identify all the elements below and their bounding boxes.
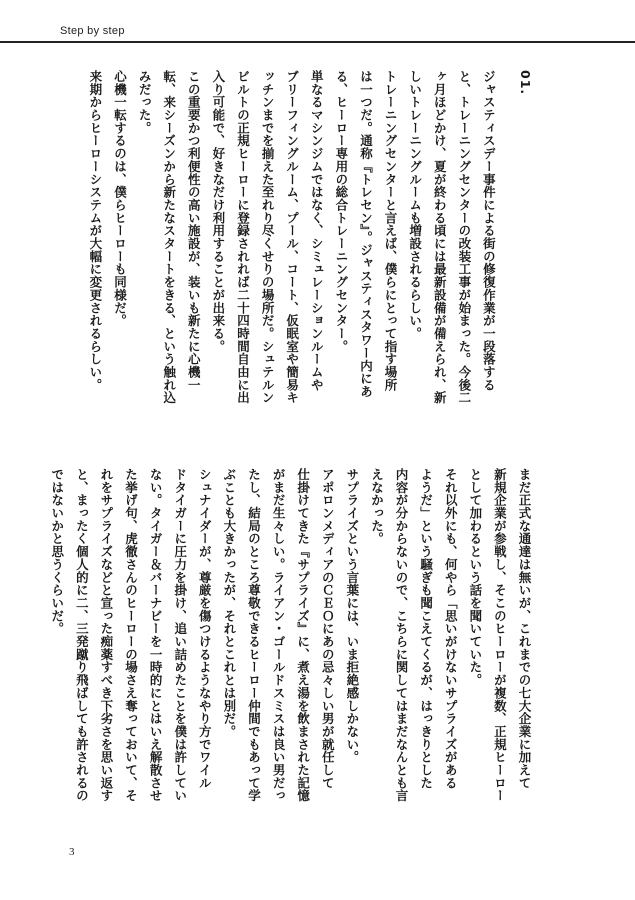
text-line: この重要かつ利便性の高い施設が、装いも新たに心機一 — [186, 70, 202, 392]
upper-text-block — [82, 70, 537, 440]
text-line: と、トレーニングセンターの改装工事が始まった。今後二 — [456, 70, 472, 405]
text-line: 入り可能で、好きなだけ利用することが出来る。 — [210, 70, 226, 353]
text-line: 来期からヒーローシステムが大幅に変更されるらしい。 — [87, 70, 103, 392]
text-line: しいトレーニングルームも増設されるらしい。 — [407, 70, 423, 340]
text-line: 仕掛けてきた『サプライズ』に、煮え湯を飲まされた記憶 — [295, 468, 311, 803]
text-line: た挙げ句、虎徹さんのヒーローの場さえ奪っておいて、そ — [123, 468, 139, 803]
text-line: がまだ生々しい。ライアン・ゴールドスミスは良い男だっ — [271, 468, 287, 803]
text-line: ではないかと思うくらいだ。 — [49, 468, 65, 636]
text-line: る、ヒーロー専用の総合トレーニングセンター。 — [333, 70, 349, 353]
text-line: と、まったく個人的に二、三発蹴り飛ばしても許されるの — [74, 468, 90, 803]
text-line: アポロンメディアのＣＥＯにあの忌々しい男が就任して — [320, 468, 336, 790]
text-line: ヶ月ほどかけ、夏が終わる頃には最新設備が備えられ、新 — [432, 70, 448, 405]
text-line: えなかった。 — [369, 468, 385, 546]
text-line: シュナイダーが、尊厳を傷つけるようなやり方でワイル — [197, 468, 213, 790]
text-line: ぶことも大きかったが、それとこれとは別だ。 — [221, 468, 237, 738]
chapter-number: 01. — [518, 70, 533, 96]
text-line: ビルトの正規ヒーローに登録されれば二十四時間自由に出 — [235, 70, 251, 405]
text-line: れをサプライズなどと宣った痴薬すべき下劣さを思い返す — [98, 468, 114, 803]
text-line: まだ正式な通達は無いが、これまでの七大企業に加えて — [517, 468, 532, 790]
text-line: トレーニングセンターと言えば、僕らにとって指す場所 — [383, 70, 399, 392]
page-number: 3 — [69, 846, 75, 858]
text-line: 内容が分からないので、こちらに関してはまだなんとも言 — [394, 468, 410, 803]
text-line: ブリーフィングルーム、プール、コート、仮眠室や簡易キ — [284, 70, 300, 405]
text-line: ようだ」という騒ぎも聞こえてくるが、はっきりとした — [418, 468, 434, 790]
text-line: それ以外にも、何やら「思いがけないサプライズがある — [443, 468, 459, 790]
text-line: たし、結局のところ尊敬できるヒーロー仲間でもあって学 — [246, 468, 262, 803]
text-line: 心機一転するのは、僕らヒーローも同様だ。 — [112, 70, 128, 327]
text-line: 新規企業が参戦し、そこのヒーローが複数、正規ヒーロー — [492, 468, 508, 803]
text-line: 単なるマシンジムではなく、シミュレーションルームや — [309, 70, 325, 392]
text-line: サプライズという言葉には、いま拒絶感しかない。 — [344, 468, 360, 764]
text-line: ッチンまでを揃えた至れり尽くせりの場所だ。シュテルン — [260, 70, 276, 405]
text-line: ジャスティスデー事件による街の修復作業が一段落する — [481, 70, 497, 392]
text-line: 転、来シーズンから新たなスタートをきる、という触れ込 — [161, 70, 177, 405]
lower-text-block — [44, 468, 536, 838]
text-line: は一つだ。通称『トレセン』。ジャスティスタワー内にあ — [358, 70, 374, 398]
running-head-title: Step by step — [60, 25, 125, 37]
text-line: として加わるという話を聞いていた。 — [467, 468, 483, 687]
text-line: ない。タイガー＆バーナビーを一時的にとはいえ解散させ — [148, 468, 164, 803]
text-line: ドタイガーに圧力を掛け、追い詰めたことを僕は許してい — [172, 468, 188, 803]
text-line: みだった。 — [137, 70, 153, 135]
header-rule — [0, 41, 635, 43]
